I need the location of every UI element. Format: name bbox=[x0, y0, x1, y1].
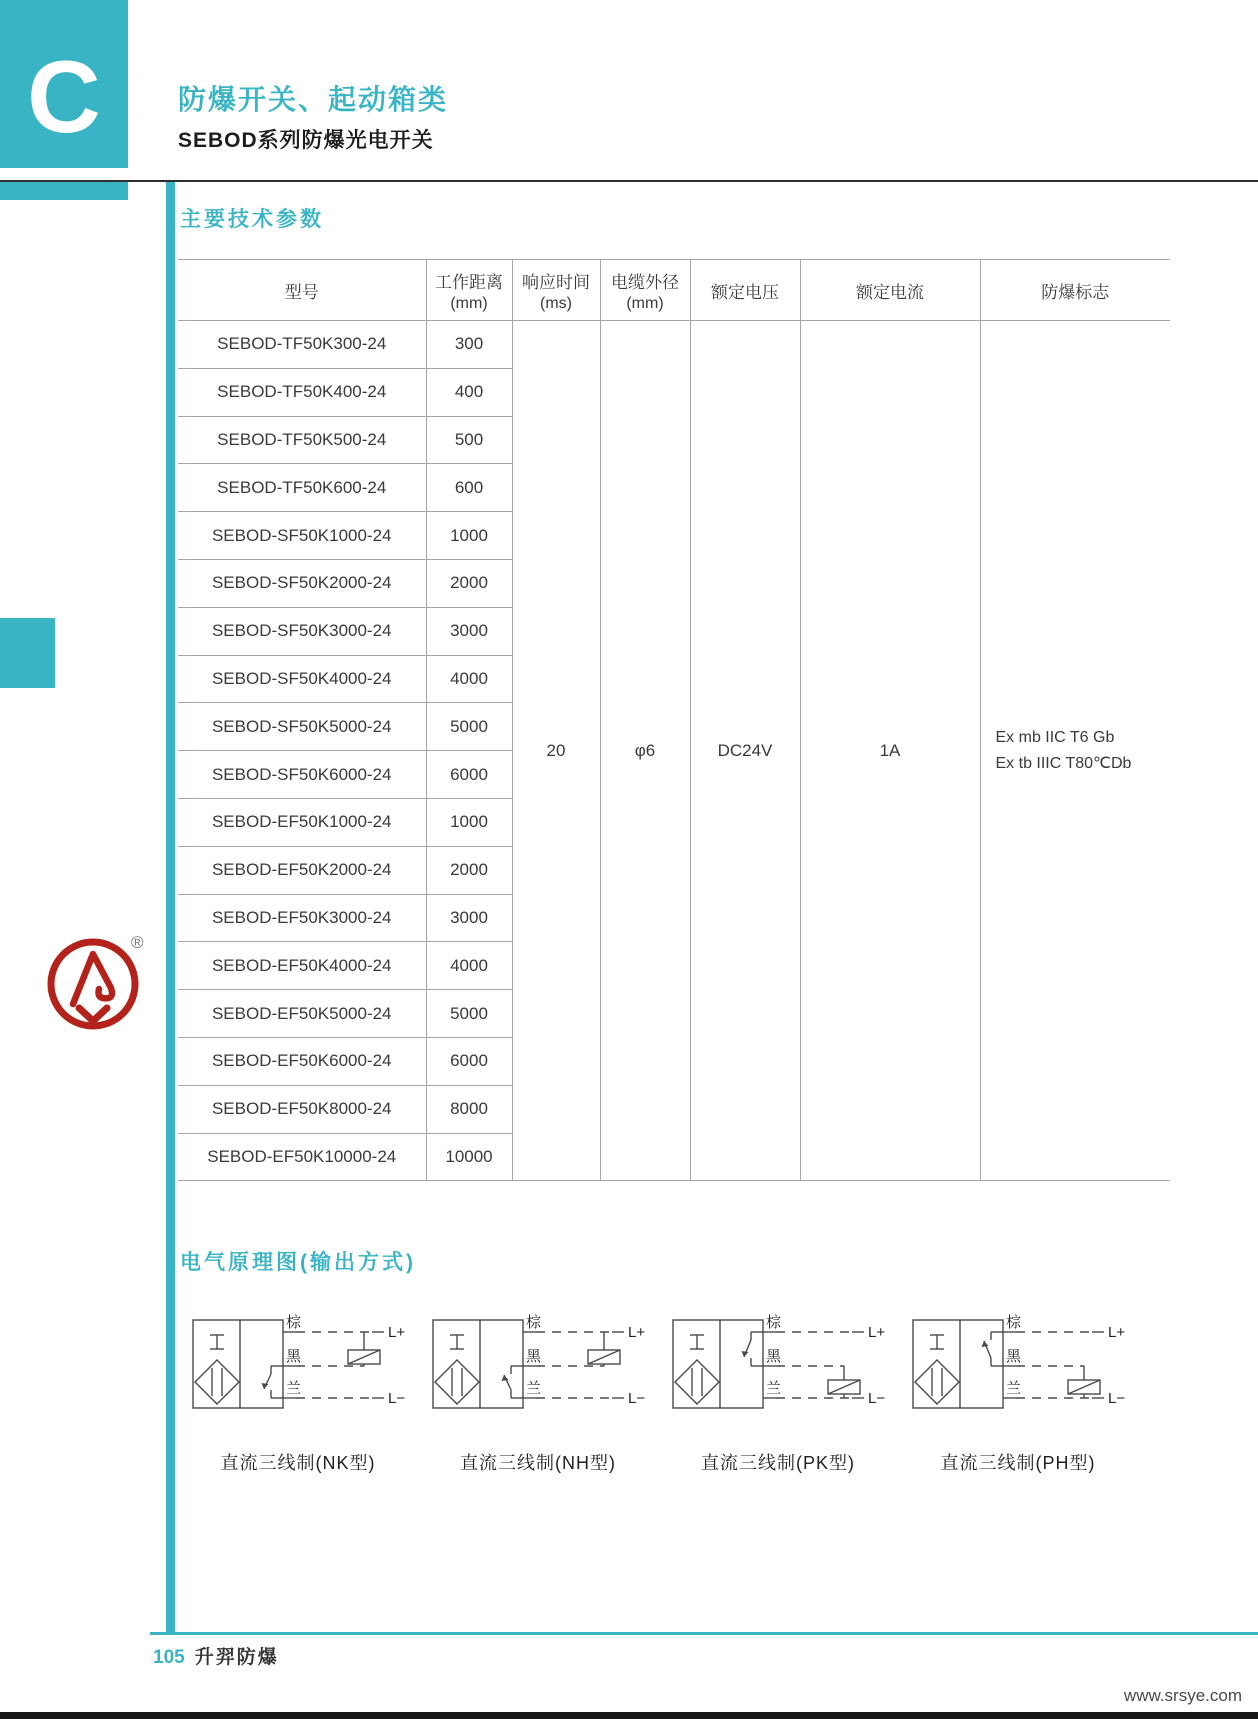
model-cell: SEBOD-TF50K600-24 bbox=[178, 464, 426, 512]
column-header: 防爆标志 bbox=[980, 260, 1170, 321]
wiring-diagram-block bbox=[898, 1308, 1138, 1475]
page-subtitle: SEBOD系列防爆光电开关 bbox=[178, 129, 434, 152]
model-cell: SEBOD-SF50K6000-24 bbox=[178, 751, 426, 799]
model-cell: SEBOD-SF50K5000-24 bbox=[178, 703, 426, 751]
distance-cell: 2000 bbox=[426, 559, 512, 607]
distance-cell: 400 bbox=[426, 368, 512, 416]
wiring-diagram-block bbox=[178, 1308, 418, 1475]
model-cell: SEBOD-EF50K3000-24 bbox=[178, 894, 426, 942]
distance-cell: 5000 bbox=[426, 703, 512, 751]
wiring-diagram bbox=[658, 1308, 898, 1438]
model-cell: SEBOD-EF50K4000-24 bbox=[178, 942, 426, 990]
terminal-negative-label: L− bbox=[628, 1390, 646, 1407]
response-time-cell: 20 bbox=[512, 321, 600, 1181]
wire-label-blue: 兰 bbox=[766, 1380, 782, 1397]
model-cell: SEBOD-EF50K5000-24 bbox=[178, 990, 426, 1038]
column-header: 工作距离 (mm) bbox=[426, 260, 512, 321]
column-header: 额定电流 bbox=[800, 260, 980, 321]
wiring-diagram bbox=[898, 1308, 1138, 1438]
wire-label-brown: 棕 bbox=[1006, 1314, 1022, 1331]
terminal-negative-label: L− bbox=[388, 1390, 406, 1407]
registered-mark: ® bbox=[131, 933, 144, 952]
distance-cell: 3000 bbox=[426, 607, 512, 655]
column-header: 电缆外径 (mm) bbox=[600, 260, 690, 321]
model-cell: SEBOD-SF50K3000-24 bbox=[178, 607, 426, 655]
terminal-positive-label: L+ bbox=[1108, 1324, 1126, 1341]
model-cell: SEBOD-TF50K400-24 bbox=[178, 368, 426, 416]
footer-website: www.srsye.com bbox=[1123, 1686, 1242, 1705]
current-cell: 1A bbox=[800, 321, 980, 1181]
model-cell: SEBOD-EF50K1000-24 bbox=[178, 798, 426, 846]
column-header: 型号 bbox=[178, 260, 426, 321]
spec-table-body bbox=[178, 321, 1170, 1181]
voltage-cell: DC24V bbox=[690, 321, 800, 1181]
terminal-positive-label: L+ bbox=[868, 1324, 886, 1341]
distance-cell: 5000 bbox=[426, 990, 512, 1038]
distance-cell: 8000 bbox=[426, 1085, 512, 1133]
page-title: 防爆开关、起动箱类 bbox=[178, 84, 449, 115]
wire-label-black: 黑 bbox=[1006, 1348, 1022, 1365]
distance-cell: 6000 bbox=[426, 1037, 512, 1085]
model-cell: SEBOD-EF50K8000-24 bbox=[178, 1085, 426, 1133]
header-row bbox=[178, 260, 1170, 321]
wire-label-blue: 兰 bbox=[286, 1380, 302, 1397]
ex-mark-line: Ex tb IIIC T80℃Db bbox=[995, 754, 1132, 772]
model-cell: SEBOD-TF50K300-24 bbox=[178, 321, 426, 369]
model-cell: SEBOD-SF50K4000-24 bbox=[178, 655, 426, 703]
wiring-diagram bbox=[418, 1308, 658, 1438]
diagram-caption: 直流三线制(NK型) bbox=[220, 1453, 376, 1473]
terminal-negative-label: L− bbox=[1108, 1390, 1126, 1407]
model-cell: SEBOD-SF50K2000-24 bbox=[178, 559, 426, 607]
diagram-caption: 直流三线制(PH型) bbox=[940, 1453, 1096, 1473]
spec-table bbox=[178, 259, 1170, 1181]
section-letter-block bbox=[0, 0, 128, 168]
spec-table-head bbox=[178, 260, 1170, 321]
section-letter: C bbox=[27, 40, 101, 154]
wiring-diagram-block bbox=[658, 1308, 898, 1475]
distance-cell: 2000 bbox=[426, 846, 512, 894]
model-cell: SEBOD-EF50K10000-24 bbox=[178, 1133, 426, 1181]
wire-label-brown: 棕 bbox=[526, 1314, 542, 1331]
distance-cell: 1000 bbox=[426, 798, 512, 846]
wiring-diagrams bbox=[178, 1308, 1138, 1475]
section-title-specs: 主要技术参数 bbox=[180, 208, 324, 231]
model-cell: SEBOD-TF50K500-24 bbox=[178, 416, 426, 464]
column-header: 响应时间 (ms) bbox=[512, 260, 600, 321]
logo-emblem bbox=[73, 954, 112, 1004]
model-cell: SEBOD-EF50K6000-24 bbox=[178, 1037, 426, 1085]
distance-cell: 4000 bbox=[426, 655, 512, 703]
distance-cell: 500 bbox=[426, 416, 512, 464]
column-header: 额定电压 bbox=[690, 260, 800, 321]
logo-emblem-v bbox=[79, 1008, 107, 1021]
bottom-bar bbox=[0, 1712, 1258, 1719]
wire-label-blue: 兰 bbox=[526, 1380, 542, 1397]
diagram-caption: 直流三线制(PK型) bbox=[701, 1453, 855, 1473]
ex-marking-cell bbox=[980, 321, 1170, 1181]
brand-logo bbox=[46, 928, 146, 1032]
distance-cell: 4000 bbox=[426, 942, 512, 990]
header-divider-line bbox=[0, 180, 1258, 182]
table-row bbox=[178, 321, 1170, 369]
page-number: 105 bbox=[153, 1647, 185, 1668]
distance-cell: 6000 bbox=[426, 751, 512, 799]
cable-od-cell: φ6 bbox=[600, 321, 690, 1181]
distance-cell: 1000 bbox=[426, 512, 512, 560]
footer-accent-line bbox=[150, 1632, 1258, 1635]
distance-cell: 300 bbox=[426, 321, 512, 369]
wiring-diagram bbox=[178, 1308, 418, 1438]
wire-label-brown: 棕 bbox=[286, 1314, 302, 1331]
section-title-wiring: 电气原理图(输出方式) bbox=[180, 1251, 416, 1274]
ex-mark-line: Ex mb IIC T6 Gb bbox=[995, 729, 1115, 747]
wire-label-brown: 棕 bbox=[766, 1314, 782, 1331]
wire-label-black: 黑 bbox=[766, 1348, 782, 1365]
terminal-positive-label: L+ bbox=[628, 1324, 646, 1341]
wire-label-blue: 兰 bbox=[1006, 1380, 1022, 1397]
wiring-diagram-block bbox=[418, 1308, 658, 1475]
section-letter-strip bbox=[0, 182, 128, 200]
model-cell: SEBOD-EF50K2000-24 bbox=[178, 846, 426, 894]
terminal-negative-label: L− bbox=[868, 1390, 886, 1407]
terminal-positive-label: L+ bbox=[388, 1324, 406, 1341]
diagram-caption: 直流三线制(NH型) bbox=[460, 1453, 616, 1473]
distance-cell: 3000 bbox=[426, 894, 512, 942]
distance-cell: 600 bbox=[426, 464, 512, 512]
wire-label-black: 黑 bbox=[526, 1348, 542, 1365]
footer-left bbox=[153, 1642, 279, 1669]
distance-cell: 10000 bbox=[426, 1133, 512, 1181]
left-edge-tab bbox=[0, 618, 55, 688]
wire-label-black: 黑 bbox=[286, 1348, 302, 1365]
left-accent-rule bbox=[166, 182, 175, 1632]
footer-brand: 升羿防爆 bbox=[194, 1647, 279, 1668]
model-cell: SEBOD-SF50K1000-24 bbox=[178, 512, 426, 560]
